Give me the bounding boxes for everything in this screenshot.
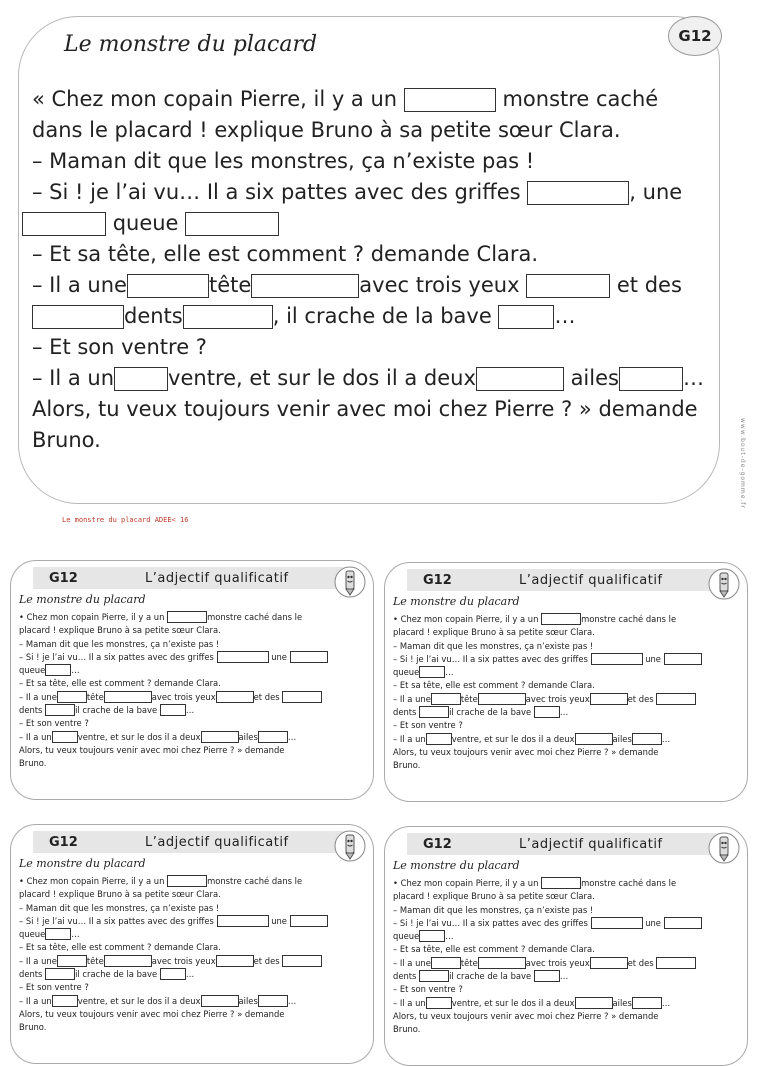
blank-box[interactable] (541, 613, 581, 625)
story-line: queue (22, 208, 722, 239)
blank-box[interactable] (167, 611, 207, 623)
blank-box[interactable] (52, 731, 78, 743)
blank-box[interactable] (160, 968, 186, 980)
blank-box[interactable] (526, 274, 610, 298)
mini-line: – Et sa tête, elle est comment ? demande Clara. (393, 680, 595, 691)
blank-box[interactable] (201, 731, 239, 743)
mini-card (10, 824, 374, 1064)
blank-box[interactable] (419, 666, 445, 678)
mini-line: – Maman dit que les monstres, ça n’existe pas ! (393, 640, 594, 651)
mini-line: Bruno. (19, 758, 47, 769)
blank-box[interactable] (22, 212, 106, 236)
story-line: Bruno. (32, 428, 101, 452)
mini-header (33, 567, 349, 589)
mini-header (407, 569, 723, 591)
story-line: – Et sa tête, elle est comment ? demande Clara. (32, 242, 539, 266)
mini-card (384, 826, 748, 1066)
mini-story-text (393, 613, 743, 773)
blank-box[interactable] (201, 995, 239, 1007)
pencil-mascot-icon (707, 567, 741, 601)
mini-title: Le monstre du placard (393, 859, 520, 872)
mini-code: G12 (423, 572, 452, 588)
blank-box[interactable] (527, 181, 629, 205)
mini-line: • Chez mon copain Pierre, il y a un monstre caché dans le (19, 612, 303, 622)
blank-box[interactable] (185, 212, 279, 236)
blank-box[interactable] (498, 305, 554, 329)
mini-code: G12 (423, 836, 452, 852)
blank-box[interactable] (258, 731, 288, 743)
mini-line: queue … (393, 931, 454, 942)
mini-line: • Chez mon copain Pierre, il y a un monstre caché dans le (393, 878, 677, 888)
blank-box[interactable] (575, 733, 613, 745)
blank-box[interactable] (619, 367, 683, 391)
story-line: Alors, tu veux toujours venir avec moi chez Pierre ? » demande (32, 397, 698, 421)
blank-box[interactable] (57, 955, 87, 967)
mini-line: • Chez mon copain Pierre, il y a un monstre caché dans le (393, 614, 677, 624)
mini-line: – Et son ventre ? (19, 982, 89, 993)
mini-line: Alors, tu veux toujours venir avec moi chez Pierre ? » demande (19, 744, 285, 755)
mini-line: dents il crache de la bave … (393, 707, 569, 718)
blank-box[interactable] (167, 875, 207, 887)
mini-line: queue … (19, 929, 80, 940)
mini-line: placard ! explique Bruno à sa petite sœur Clara. (19, 889, 221, 900)
blank-box[interactable] (664, 653, 702, 665)
mini-line: Alors, tu veux toujours venir avec moi chez Pierre ? » demande (393, 1010, 659, 1021)
mini-line: – Il a une tête avec trois yeux et des (19, 691, 369, 704)
blank-box[interactable] (419, 970, 449, 982)
blank-box[interactable] (290, 915, 328, 927)
story-line: – Il a une tête avec trois yeux et des (32, 273, 682, 297)
blank-box[interactable] (160, 704, 186, 716)
mini-line: Alors, tu veux toujours venir avec moi chez Pierre ? » demande (19, 1008, 285, 1019)
mini-line: – Si ! je l’ai vu… Il a six pattes avec des griffes une (393, 653, 743, 666)
mini-line: – Il a un ventre, et sur le dos il a deux ailes … (19, 995, 297, 1006)
mini-line: Bruno. (393, 760, 421, 771)
blank-box[interactable] (52, 995, 78, 1007)
mini-story-text (393, 877, 743, 1037)
blank-box[interactable] (664, 917, 702, 929)
mini-line: – Il a une tête avec trois yeux et des (393, 693, 743, 706)
mini-line: – Il a un ventre, et sur le dos il a deux ailes … (19, 731, 297, 742)
blank-box[interactable] (591, 917, 643, 929)
mini-line: – Si ! je l’ai vu… Il a six pattes avec des griffes une (19, 915, 369, 928)
mini-line: – Maman dit que les monstres, ça n’existe pas ! (19, 902, 220, 913)
mini-line: – Il a une tête avec trois yeux et des (19, 955, 369, 968)
story-line: dents , il crache de la bave … (32, 301, 722, 332)
blank-box[interactable] (632, 733, 662, 745)
blank-box[interactable] (127, 274, 209, 298)
pencil-mascot-icon (333, 565, 367, 599)
mini-line: • Chez mon copain Pierre, il y a un monstre caché dans le (19, 876, 303, 886)
page-title: Le monstre du placard (64, 32, 318, 57)
mini-line: placard ! explique Bruno à sa petite sœur Clara. (19, 625, 221, 636)
blank-box[interactable] (32, 305, 124, 329)
story-line: « Chez mon copain Pierre, il y a un monstre caché (32, 87, 659, 111)
blank-box[interactable] (290, 651, 328, 663)
blank-box[interactable] (45, 968, 75, 980)
blank-box[interactable] (478, 693, 526, 705)
mini-heading: L’adjectif qualificatif (145, 570, 289, 586)
blank-box[interactable] (216, 955, 254, 967)
blank-box[interactable] (431, 693, 461, 705)
blank-box[interactable] (426, 733, 452, 745)
mini-line: queue … (19, 665, 80, 676)
blank-box[interactable] (575, 997, 613, 1009)
mini-line: – Et son ventre ? (393, 984, 463, 995)
mini-line: – Si ! je l’ai vu… Il a six pattes avec des griffes une (19, 651, 369, 664)
mini-header (33, 831, 349, 853)
blank-box[interactable] (431, 957, 461, 969)
footer-text: Le monstre du placard ADEE< 16 (62, 516, 189, 524)
mini-line: – Il a une tête avec trois yeux et des (393, 957, 743, 970)
blank-box[interactable] (632, 997, 662, 1009)
blank-box[interactable] (534, 970, 560, 982)
blank-box[interactable] (591, 653, 643, 665)
mini-line: dents il crache de la bave … (393, 971, 569, 982)
website-watermark: www.bout-de-gomme.fr (739, 418, 746, 509)
mini-line: placard ! explique Bruno à sa petite sœur Clara. (393, 891, 595, 902)
blank-box[interactable] (656, 957, 696, 969)
mini-line: – Et sa tête, elle est comment ? demande Clara. (19, 678, 221, 689)
blank-box[interactable] (478, 957, 526, 969)
mini-line: – Il a un ventre, et sur le dos il a deux ailes … (393, 733, 671, 744)
mini-story-text (19, 875, 369, 1035)
mini-header (407, 833, 723, 855)
blank-box[interactable] (216, 691, 254, 703)
blank-box[interactable] (104, 955, 152, 967)
blank-box[interactable] (419, 706, 449, 718)
mini-card (384, 562, 748, 802)
mini-line: – Il a un ventre, et sur le dos il a deux ailes … (393, 997, 671, 1008)
mini-line: – Si ! je l’ai vu… Il a six pattes avec des griffes une (393, 917, 743, 930)
mini-code: G12 (49, 570, 78, 586)
mini-title: Le monstre du placard (19, 857, 146, 870)
mini-line: dents il crache de la bave … (19, 969, 195, 980)
mini-line: queue … (393, 667, 454, 678)
mini-line: – Et sa tête, elle est comment ? demande Clara. (393, 944, 595, 955)
blank-box[interactable] (45, 928, 71, 940)
mini-story-text (19, 611, 369, 771)
mini-line: Bruno. (19, 1022, 47, 1033)
story-text (32, 84, 722, 456)
story-line: – Il a un ventre, et sur le dos il a deux ailes … (32, 366, 704, 390)
blank-box[interactable] (57, 691, 87, 703)
lesson-badge: G12 (668, 16, 722, 56)
blank-box[interactable] (45, 704, 75, 716)
blank-box[interactable] (404, 88, 496, 112)
mini-heading: L’adjectif qualificatif (519, 836, 663, 852)
pencil-mascot-icon (707, 831, 741, 865)
blank-box[interactable] (251, 274, 359, 298)
blank-box[interactable] (217, 651, 269, 663)
blank-box[interactable] (476, 367, 564, 391)
blank-box[interactable] (534, 706, 560, 718)
mini-line: – Maman dit que les monstres, ça n’existe pas ! (19, 638, 220, 649)
blank-box[interactable] (114, 367, 168, 391)
blank-box[interactable] (45, 664, 71, 676)
mini-heading: L’adjectif qualificatif (519, 572, 663, 588)
mini-card (10, 560, 374, 800)
mini-line: Alors, tu veux toujours venir avec moi chez Pierre ? » demande (393, 746, 659, 757)
mini-title: Le monstre du placard (19, 593, 146, 606)
blank-box[interactable] (217, 915, 269, 927)
blank-box[interactable] (656, 693, 696, 705)
blank-box[interactable] (590, 957, 628, 969)
blank-box[interactable] (426, 997, 452, 1009)
mini-code: G12 (49, 834, 78, 850)
story-line: dans le placard ! explique Bruno à sa petite sœur Clara. (32, 118, 621, 142)
story-line: – Et son ventre ? (32, 335, 207, 359)
mini-line: – Et sa tête, elle est comment ? demande Clara. (19, 942, 221, 953)
story-line: – Si ! je l’ai vu… Il a six pattes avec des griffes , une (32, 180, 683, 204)
story-line: – Maman dit que les monstres, ça n’existe pas ! (32, 149, 535, 173)
mini-line: – Et son ventre ? (393, 720, 463, 731)
mini-heading: L’adjectif qualificatif (145, 834, 289, 850)
blank-box[interactable] (419, 930, 445, 942)
blank-box[interactable] (590, 693, 628, 705)
blank-box[interactable] (183, 305, 273, 329)
blank-box[interactable] (541, 877, 581, 889)
blank-box[interactable] (104, 691, 152, 703)
mini-line: – Maman dit que les monstres, ça n’existe pas ! (393, 904, 594, 915)
mini-line: placard ! explique Bruno à sa petite sœur Clara. (393, 627, 595, 638)
mini-title: Le monstre du placard (393, 595, 520, 608)
blank-box[interactable] (258, 995, 288, 1007)
blank-box[interactable] (282, 691, 322, 703)
blank-box[interactable] (282, 955, 322, 967)
mini-line: dents il crache de la bave … (19, 705, 195, 716)
mini-line: – Et son ventre ? (19, 718, 89, 729)
mini-line: Bruno. (393, 1024, 421, 1035)
pencil-mascot-icon (333, 829, 367, 863)
